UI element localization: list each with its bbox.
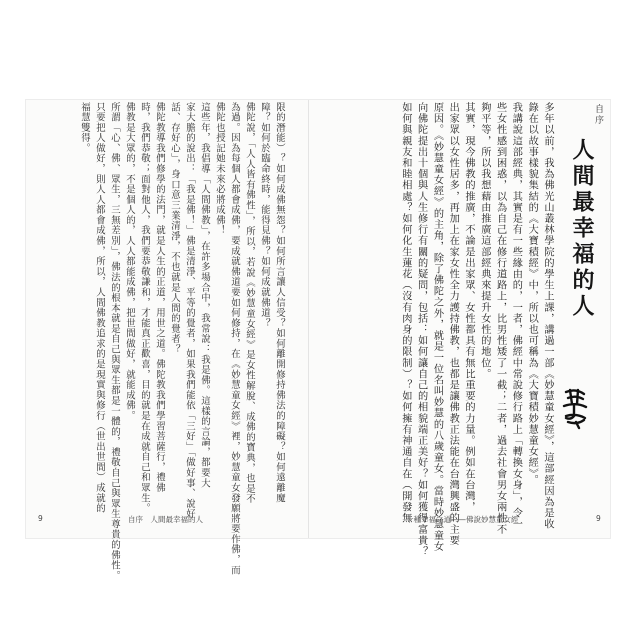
text-column: 所謂「心、佛、眾生，三無差別」，佛法的根本就是自己與眾生都是一體的，禮敬自己與眾生尊貴的佛性。	[109, 102, 120, 581]
signature-logo	[560, 386, 590, 434]
text-column: 我講說這部經典，其實是有一些緣由的，一者，佛經中常說修行路上「轉換女身」，令一	[510, 102, 522, 530]
text-column: 多年以前，我為佛光山叢林學院的學生上課，講過一部《妙慧童女經》，這部經因為是收	[542, 102, 553, 530]
preface-label: 自序	[593, 104, 603, 126]
text-column: 限的潛能）？如何成佛無怨？如何所言讓人信受？如何離開修持佛法的障礙？如何遠離魔	[274, 102, 285, 504]
chapter-title: 人間最幸福的人	[569, 138, 594, 320]
text-column: 錄在以故事樣貌集結的《大寶積經》中，所以也可稱為《大寶積妙慧童女經》。	[526, 102, 538, 486]
text-column: 出家眾以女性居多，再加上在家女性全力護持佛教，也都是讓佛教正法能在台灣興盛的主要	[447, 102, 459, 546]
right-running-head: 十種幸福之道——佛說妙慧童女經	[406, 515, 519, 524]
text-column: 為過。因為每個人都會成佛，要成就佛道要如何修持，在《妙慧童女經》裡，妙慧童女發願將要作佛，而	[229, 102, 240, 576]
right-folio: 9	[596, 514, 601, 523]
text-column: 佛教是大眾的，不是個人的，人人都能成佛，把世間做好，就能成佛。	[124, 102, 135, 421]
text-column: 福慧雙得。	[79, 102, 90, 154]
text-column: 家大膽的說出：「我是佛！」佛是清淨、平等的覺者，如果我們能依「三好」「做好事、說好	[184, 102, 195, 520]
text-column: 只要把人做好，則人人都會成佛，所以，人間佛教追求的是現實與修行（世出世間）成就的	[94, 102, 105, 514]
left-page	[26, 100, 308, 581]
text-column: 佛陀說，「人人皆有佛性」，所以，若說《妙慧童女經》是女性解脫、成佛的寶典，也是不	[244, 102, 255, 505]
text-column: 原因。《妙慧童女經》的主角，除了佛陀之外，就是一位名叫妙慧的八歲童女。當時妙慧童女	[431, 102, 443, 552]
text-column: 佛陀教導我們修學的法門，就是人生的正道，用世之道。佛陀教我們學習菩薩行，禮佛	[154, 102, 165, 494]
left-running-head: 自序 人間最幸福的人	[128, 515, 203, 524]
text-column: 其實，現今佛教的推廣，不論是出家眾、女性都具有無比重要的力量。例如在台灣，	[463, 102, 475, 513]
left-folio: 9	[38, 514, 43, 523]
text-column: 這些年，我倡導「人間佛教」，在許多場合中，我常說：我是佛。這樣的言論，都要大	[199, 102, 210, 489]
right-page	[309, 100, 610, 558]
text-column: 佛陀也授記她未來必將成佛！	[214, 102, 225, 236]
text-column: 話、存好心」，身口意三業清淨，不也就是人間的覺者？	[169, 102, 180, 355]
text-column: 時，我們恭敬；面對他人，我們要恭敬謙和，才能真正歡喜，目的就是在成就自己和眾生。	[139, 102, 150, 514]
text-column: 如何與親友和睦相處？如何化生蓮花（沒有肉身的限制）？如何擁有神通自在（開發無	[399, 102, 411, 524]
text-column: 向佛陀提出十個與人生修行有關的疑問，包括：如何讓自己的相貌端正美好？如何獲得富貴？	[415, 102, 427, 558]
text-column: 障？如何於臨命終時，能得見佛？如何成就佛道？	[259, 102, 270, 329]
text-column: 夠平等，所以我想藉由推廣這部經典來提升女性的地位。	[478, 102, 490, 380]
text-column: 些女性感到困惑，以為自己在修行道路上，比男性矮了一截；二者，過去社會男女兩性不	[494, 102, 506, 535]
